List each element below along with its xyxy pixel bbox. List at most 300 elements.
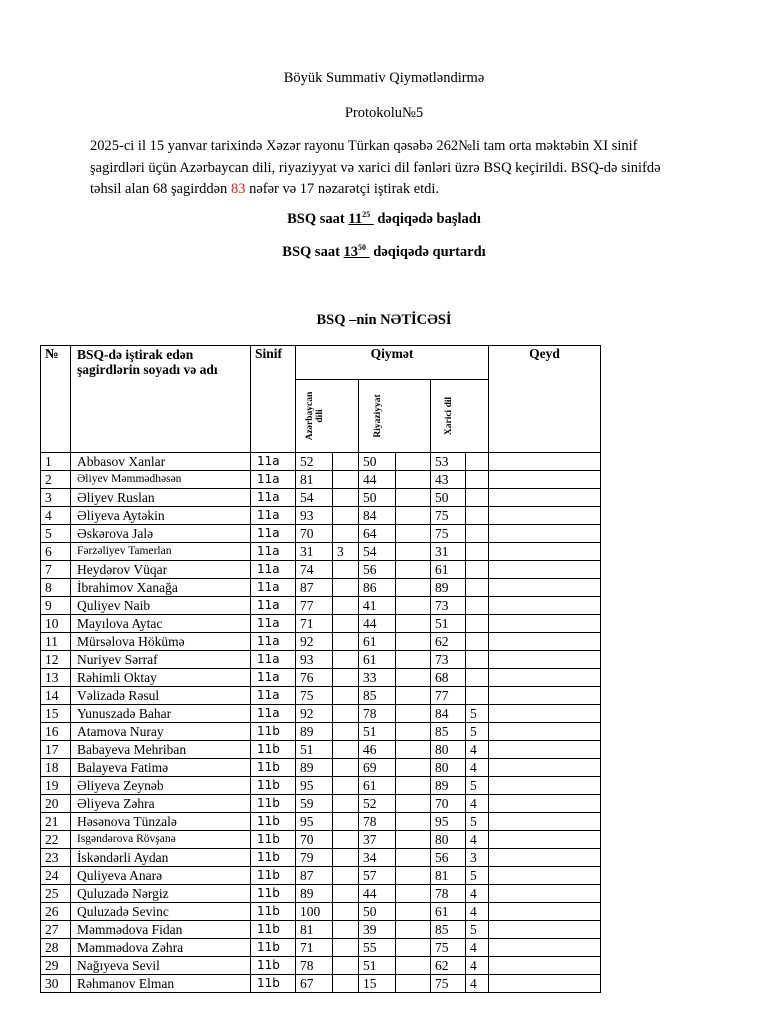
table-row: [41, 669, 601, 687]
mark-azerbaijani: [333, 525, 359, 543]
score-foreign: 75: [431, 507, 466, 525]
intro-text-part2: nəfər və 17 nəzarətçi iştirak etdi.: [249, 181, 440, 197]
score-math: 51: [359, 957, 396, 975]
score-math: 15: [359, 975, 396, 993]
mark-math: [396, 867, 431, 885]
score-azerbaijani: 71: [296, 615, 333, 633]
row-note: [489, 759, 601, 777]
table-row: [41, 615, 601, 633]
row-number: 16: [41, 723, 71, 741]
start-time: [348, 211, 373, 227]
mark-foreign: [466, 579, 489, 597]
score-math: 46: [359, 741, 396, 759]
mark-azerbaijani: [333, 741, 359, 759]
row-note: [489, 939, 601, 957]
mark-foreign: [466, 597, 489, 615]
mark-foreign: [466, 471, 489, 489]
class-name: 11a: [251, 489, 296, 507]
class-name: 11a: [251, 579, 296, 597]
mark-math: [396, 687, 431, 705]
score-foreign: 89: [431, 777, 466, 795]
table-row: [41, 489, 601, 507]
score-azerbaijani: 78: [296, 957, 333, 975]
student-name: Əskərova Jalə: [71, 525, 251, 543]
score-foreign: 61: [431, 903, 466, 921]
mark-foreign: [466, 615, 489, 633]
score-azerbaijani: 77: [296, 597, 333, 615]
table-row: [41, 705, 601, 723]
score-math: 86: [359, 579, 396, 597]
row-note: [489, 705, 601, 723]
row-number: 12: [41, 651, 71, 669]
mark-foreign: 4: [466, 759, 489, 777]
score-math: 61: [359, 633, 396, 651]
score-foreign: 81: [431, 867, 466, 885]
mark-foreign: 5: [466, 921, 489, 939]
score-math: 69: [359, 759, 396, 777]
student-name: Əliyeva Aytəkin: [71, 507, 251, 525]
mark-math: [396, 543, 431, 561]
score-azerbaijani: 74: [296, 561, 333, 579]
class-name: 11a: [251, 633, 296, 651]
class-name: 11a: [251, 615, 296, 633]
row-note: [489, 813, 601, 831]
score-azerbaijani: 93: [296, 651, 333, 669]
mark-math: [396, 525, 431, 543]
table-row: [41, 633, 601, 651]
table-row: [41, 723, 601, 741]
score-math: 33: [359, 669, 396, 687]
score-azerbaijani: 59: [296, 795, 333, 813]
row-number: 17: [41, 741, 71, 759]
row-note: [489, 723, 601, 741]
mark-math: [396, 669, 431, 687]
score-math: 50: [359, 453, 396, 471]
student-name: Əliyeva Zəhra: [71, 795, 251, 813]
mark-math: [396, 561, 431, 579]
mark-azerbaijani: [333, 957, 359, 975]
mark-math: [396, 975, 431, 993]
student-name: Həsənova Tünzalə: [71, 813, 251, 831]
mark-math: [396, 723, 431, 741]
table-row: [41, 813, 601, 831]
score-azerbaijani: 92: [296, 705, 333, 723]
mark-azerbaijani: 3: [333, 543, 359, 561]
mark-azerbaijani: [333, 651, 359, 669]
class-name: 11a: [251, 471, 296, 489]
score-azerbaijani: 70: [296, 831, 333, 849]
score-azerbaijani: 87: [296, 579, 333, 597]
row-note: [489, 957, 601, 975]
row-note: [489, 795, 601, 813]
results-title: BSQ –nin NƏTİCƏSİ: [316, 312, 452, 328]
row-number: 23: [41, 849, 71, 867]
mark-foreign: 4: [466, 975, 489, 993]
row-note: [489, 921, 601, 939]
table-row: [41, 759, 601, 777]
table-row: [41, 543, 601, 561]
mark-math: [396, 651, 431, 669]
score-math: 55: [359, 939, 396, 957]
table-row: [41, 975, 601, 993]
score-foreign: 75: [431, 975, 466, 993]
mark-foreign: 4: [466, 957, 489, 975]
class-name: 11b: [251, 741, 296, 759]
header-subject-foreign: [431, 380, 489, 453]
score-math: 37: [359, 831, 396, 849]
mark-foreign: 5: [466, 867, 489, 885]
student-name: Quliyev Naib: [71, 597, 251, 615]
class-name: 11b: [251, 867, 296, 885]
score-foreign: 43: [431, 471, 466, 489]
score-math: 84: [359, 507, 396, 525]
student-name: Rəhmanov Elman: [71, 975, 251, 993]
student-name: Əliyev Ruslan: [71, 489, 251, 507]
class-name: 11b: [251, 813, 296, 831]
mark-foreign: [466, 525, 489, 543]
score-math: 44: [359, 471, 396, 489]
mark-math: [396, 705, 431, 723]
row-note: [489, 453, 601, 471]
student-name: Babayeva Mehriban: [71, 741, 251, 759]
row-number: 19: [41, 777, 71, 795]
student-name: Quluzadə Sevinc: [71, 903, 251, 921]
row-number: 8: [41, 579, 71, 597]
score-azerbaijani: 89: [296, 723, 333, 741]
score-azerbaijani: 75: [296, 687, 333, 705]
score-math: 44: [359, 615, 396, 633]
student-name: Nuriyev Sərraf: [71, 651, 251, 669]
score-foreign: 78: [431, 885, 466, 903]
mark-foreign: [466, 561, 489, 579]
mark-foreign: 4: [466, 741, 489, 759]
row-number: 30: [41, 975, 71, 993]
score-math: 34: [359, 849, 396, 867]
table-row: [41, 471, 601, 489]
results-table: [40, 345, 601, 993]
mark-azerbaijani: [333, 777, 359, 795]
score-foreign: 50: [431, 489, 466, 507]
score-azerbaijani: 93: [296, 507, 333, 525]
mark-math: [396, 813, 431, 831]
mark-azerbaijani: [333, 849, 359, 867]
mark-azerbaijani: [333, 579, 359, 597]
score-math: 52: [359, 795, 396, 813]
score-foreign: 85: [431, 723, 466, 741]
mark-math: [396, 939, 431, 957]
score-math: 64: [359, 525, 396, 543]
score-azerbaijani: 92: [296, 633, 333, 651]
student-name: Mürsəlova Hökümə: [71, 633, 251, 651]
mark-azerbaijani: [333, 687, 359, 705]
score-math: 61: [359, 777, 396, 795]
mark-foreign: [466, 453, 489, 471]
mark-foreign: [466, 687, 489, 705]
class-name: 11b: [251, 831, 296, 849]
mark-azerbaijani: [333, 759, 359, 777]
subject-azerbaijani-label: Azərbaycan dili: [304, 391, 325, 441]
row-note: [489, 741, 601, 759]
student-name: Atamova Nuray: [71, 723, 251, 741]
score-math: 41: [359, 597, 396, 615]
mark-foreign: 5: [466, 705, 489, 723]
mark-math: [396, 759, 431, 777]
score-foreign: 80: [431, 831, 466, 849]
score-foreign: 68: [431, 669, 466, 687]
class-name: 11a: [251, 651, 296, 669]
score-math: 85: [359, 687, 396, 705]
score-math: 57: [359, 867, 396, 885]
score-azerbaijani: 89: [296, 885, 333, 903]
score-foreign: 84: [431, 705, 466, 723]
class-name: 11b: [251, 885, 296, 903]
score-foreign: 75: [431, 525, 466, 543]
student-name: Rəhimli Oktay: [71, 669, 251, 687]
row-note: [489, 489, 601, 507]
score-foreign: 73: [431, 651, 466, 669]
class-name: 11a: [251, 669, 296, 687]
mark-azerbaijani: [333, 507, 359, 525]
mark-math: [396, 579, 431, 597]
score-foreign: 80: [431, 741, 466, 759]
mark-azerbaijani: [333, 831, 359, 849]
end-hour: 13: [343, 244, 359, 260]
mark-math: [396, 849, 431, 867]
class-name: 11b: [251, 723, 296, 741]
mark-azerbaijani: [333, 489, 359, 507]
score-azerbaijani: 95: [296, 813, 333, 831]
class-name: 11b: [251, 759, 296, 777]
row-number: 24: [41, 867, 71, 885]
row-note: [489, 543, 601, 561]
row-number: 29: [41, 957, 71, 975]
class-name: 11a: [251, 687, 296, 705]
score-foreign: 73: [431, 597, 466, 615]
mark-math: [396, 741, 431, 759]
table-row: [41, 831, 601, 849]
row-note: [489, 885, 601, 903]
student-name: Quluzadə Nərgiz: [71, 885, 251, 903]
mark-math: [396, 489, 431, 507]
class-name: 11b: [251, 957, 296, 975]
table-row: [41, 651, 601, 669]
table-row: [41, 795, 601, 813]
row-number: 28: [41, 939, 71, 957]
score-math: 50: [359, 489, 396, 507]
row-note: [489, 471, 601, 489]
table-row: [41, 867, 601, 885]
score-azerbaijani: 52: [296, 453, 333, 471]
start-suffix: dəqiqədə başladı: [377, 211, 481, 227]
class-name: 11b: [251, 849, 296, 867]
score-math: 50: [359, 903, 396, 921]
mark-azerbaijani: [333, 885, 359, 903]
row-number: 3: [41, 489, 71, 507]
score-azerbaijani: 76: [296, 669, 333, 687]
table-row: [41, 453, 601, 471]
score-azerbaijani: 31: [296, 543, 333, 561]
score-azerbaijani: 87: [296, 867, 333, 885]
mark-foreign: 4: [466, 885, 489, 903]
mark-math: [396, 921, 431, 939]
end-suffix: dəqiqədə qurtardı: [373, 244, 486, 260]
table-row: [41, 903, 601, 921]
table-row: [41, 597, 601, 615]
score-azerbaijani: 70: [296, 525, 333, 543]
student-name: İskəndərli Aydan: [71, 849, 251, 867]
header-subject-azerbaijani: [296, 380, 359, 453]
row-note: [489, 867, 601, 885]
row-note: [489, 633, 601, 651]
mark-foreign: [466, 543, 489, 561]
mark-math: [396, 777, 431, 795]
mark-azerbaijani: [333, 813, 359, 831]
score-math: 78: [359, 813, 396, 831]
table-row: [41, 939, 601, 957]
score-foreign: 62: [431, 633, 466, 651]
mark-azerbaijani: [333, 615, 359, 633]
student-name: Abbasov Xanlar: [71, 453, 251, 471]
mark-foreign: 5: [466, 813, 489, 831]
row-note: [489, 615, 601, 633]
start-minute: 25: [362, 210, 371, 219]
mark-foreign: 4: [466, 795, 489, 813]
mark-azerbaijani: [333, 723, 359, 741]
table-row: [41, 777, 601, 795]
class-name: 11b: [251, 939, 296, 957]
table-row: [41, 687, 601, 705]
mark-math: [396, 885, 431, 903]
mark-azerbaijani: [333, 921, 359, 939]
table-row: [41, 741, 601, 759]
row-note: [489, 975, 601, 993]
mark-foreign: [466, 633, 489, 651]
student-name: Məmmədova Zəhra: [71, 939, 251, 957]
header-student-name: BSQ-də iştirak edən şagirdlərin soyadı və adı: [71, 346, 251, 453]
row-number: 15: [41, 705, 71, 723]
intro-text-part1: 2025-ci il 15 yanvar tarixində Xəzər rayonu Türkan qəsəbə 262№li tam orta məktəbin XI sinif şagirdləri üçün Azərbaycan dili, riyaziyyat və xarici dil fənləri üzrə BSQ keçirildi. BSQ-də sinifdə təhsil alan 68 şagirddən: [90, 138, 661, 197]
row-note: [489, 831, 601, 849]
score-azerbaijani: 89: [296, 759, 333, 777]
score-azerbaijani: 81: [296, 471, 333, 489]
table-row: [41, 921, 601, 939]
intro-highlight-number: 83: [230, 181, 246, 197]
class-name: 11a: [251, 597, 296, 615]
mark-azerbaijani: [333, 903, 359, 921]
row-number: 5: [41, 525, 71, 543]
mark-math: [396, 507, 431, 525]
table-row: [41, 885, 601, 903]
start-prefix: BSQ saat: [287, 211, 345, 227]
mark-azerbaijani: [333, 669, 359, 687]
row-number: 9: [41, 597, 71, 615]
class-name: 11b: [251, 903, 296, 921]
mark-foreign: 4: [466, 903, 489, 921]
row-number: 13: [41, 669, 71, 687]
protocol-number: Protokolu№5: [344, 105, 424, 121]
row-number: 4: [41, 507, 71, 525]
student-name: Quliyeva Anarə: [71, 867, 251, 885]
mark-azerbaijani: [333, 867, 359, 885]
student-name: Əliyeva Zeynəb: [71, 777, 251, 795]
row-note: [489, 525, 601, 543]
mark-math: [396, 615, 431, 633]
end-minute: 50: [358, 243, 367, 252]
header-number: №: [41, 346, 71, 453]
row-note: [489, 669, 601, 687]
mark-foreign: 3: [466, 849, 489, 867]
header-grade: Qiymət: [296, 346, 489, 380]
class-name: 11a: [251, 561, 296, 579]
score-math: 44: [359, 885, 396, 903]
score-foreign: 77: [431, 687, 466, 705]
row-note: [489, 687, 601, 705]
score-foreign: 70: [431, 795, 466, 813]
score-azerbaijani: 54: [296, 489, 333, 507]
mark-azerbaijani: [333, 795, 359, 813]
class-name: 11a: [251, 543, 296, 561]
class-name: 11a: [251, 507, 296, 525]
mark-foreign: [466, 507, 489, 525]
row-number: 20: [41, 795, 71, 813]
score-azerbaijani: 79: [296, 849, 333, 867]
mark-azerbaijani: [333, 705, 359, 723]
header-class: Sinif: [251, 346, 296, 453]
class-name: 11b: [251, 777, 296, 795]
row-number: 22: [41, 831, 71, 849]
mark-math: [396, 957, 431, 975]
mark-foreign: 5: [466, 777, 489, 795]
score-foreign: 31: [431, 543, 466, 561]
score-foreign: 62: [431, 957, 466, 975]
score-azerbaijani: 95: [296, 777, 333, 795]
score-foreign: 75: [431, 939, 466, 957]
mark-azerbaijani: [333, 939, 359, 957]
intro-paragraph: [90, 136, 680, 201]
score-foreign: 80: [431, 759, 466, 777]
mark-foreign: [466, 489, 489, 507]
mark-foreign: 4: [466, 939, 489, 957]
score-foreign: 95: [431, 813, 466, 831]
score-foreign: 53: [431, 453, 466, 471]
mark-azerbaijani: [333, 471, 359, 489]
mark-foreign: [466, 651, 489, 669]
end-time: [344, 244, 370, 260]
row-note: [489, 777, 601, 795]
score-math: 54: [359, 543, 396, 561]
mark-foreign: 4: [466, 831, 489, 849]
student-name: Vəlizadə Rəsul: [71, 687, 251, 705]
row-number: 11: [41, 633, 71, 651]
mark-math: [396, 633, 431, 651]
score-foreign: 56: [431, 849, 466, 867]
mark-math: [396, 453, 431, 471]
row-number: 7: [41, 561, 71, 579]
end-prefix: BSQ saat: [282, 244, 340, 260]
score-azerbaijani: 51: [296, 741, 333, 759]
row-number: 27: [41, 921, 71, 939]
table-row: [41, 849, 601, 867]
class-name: 11a: [251, 453, 296, 471]
class-name: 11a: [251, 705, 296, 723]
student-name: Əliyev Məmmədhəsən: [71, 471, 251, 489]
row-note: [489, 651, 601, 669]
results-table-body: [41, 453, 601, 993]
subject-foreign-label: Xarici dil: [443, 396, 454, 436]
score-math: 56: [359, 561, 396, 579]
student-name: Heydərov Vüqar: [71, 561, 251, 579]
score-foreign: 61: [431, 561, 466, 579]
